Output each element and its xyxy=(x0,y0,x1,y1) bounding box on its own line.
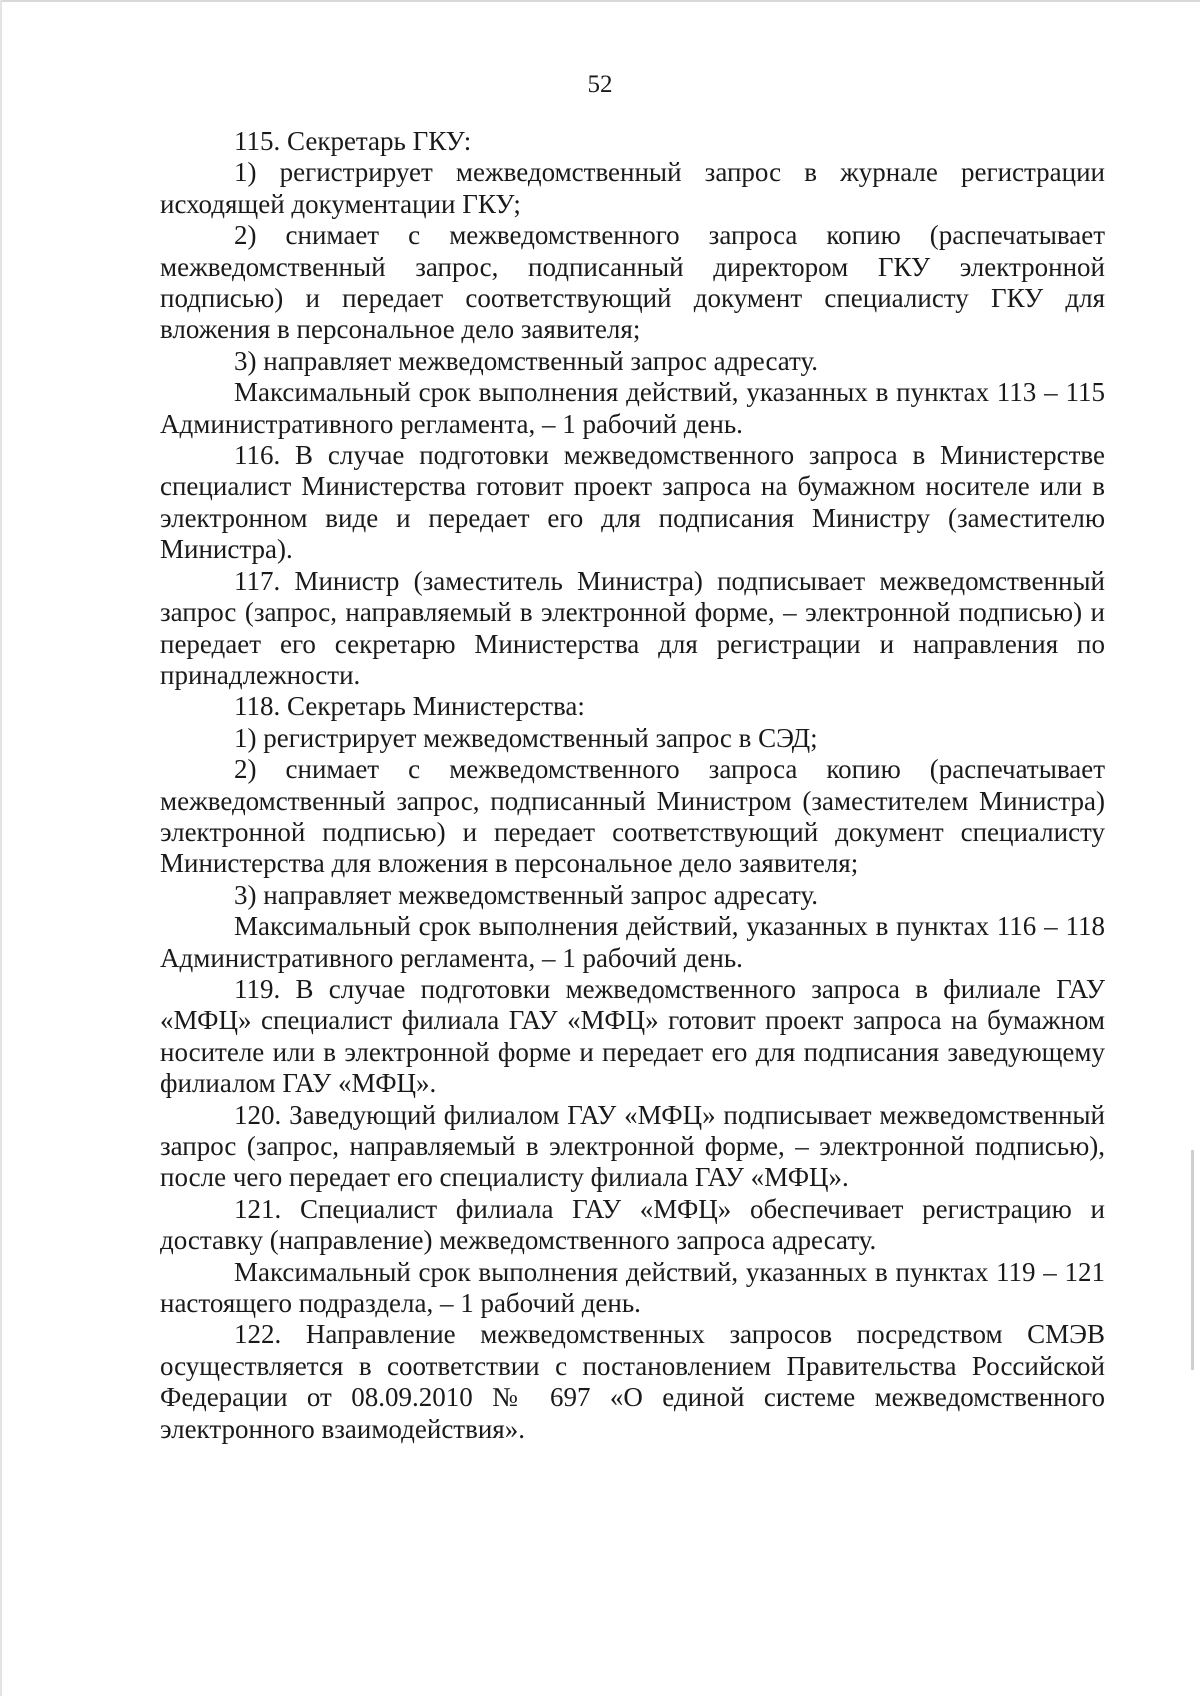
page-number: 52 xyxy=(587,71,613,98)
paragraph-121: 121. Специалист филиала ГАУ «МФЦ» обеспечивает регистрацию и доставку (направление) межведомственного запроса адресату. xyxy=(160,1193,1105,1256)
paragraph-deadline-113-115: Максимальный срок выполнения действий, указанных в пунктах 113 – 115 Административного регламента, – 1 рабочий день. xyxy=(160,377,1105,439)
paragraph-119: 119. В случае подготовки межведомственного запроса в филиале ГАУ «МФЦ» специалист филиала ГАУ «МФЦ» готовит проект запроса на бумажном носителе или в электронной форме и передает его для подписания заведующему филиалом ГАУ «МФЦ». xyxy=(160,973,1105,1099)
paragraph-115-item-2: 2) снимает с межведомственного запроса копию (распечатывает межведомственный запрос, подписанный директором ГКУ электронной подписью) и передает соответствующий документ специалисту ГКУ для вложения в персональное дело заявителя; xyxy=(160,220,1105,345)
paragraph-118: 118. Секретарь Министерства: xyxy=(234,691,585,722)
paragraph-118-item-1: 1) регистрирует межведомственный запрос в СЭД; xyxy=(234,722,818,753)
paragraph-118-item-2: 2) снимает с межведомственного запроса копию (распечатывает межведомственный запрос, подписанный Министром (заместителем Министра) электронной подписью) и передает соответствующий документ специалисту Министерства для вложения в персональное дело заявителя; xyxy=(160,754,1105,879)
paragraph-deadline-116-118: Максимальный срок выполнения действий, указанных в пунктах 116 – 118 Административного регламента, – 1 рабочий день. xyxy=(160,911,1105,973)
document-body xyxy=(160,126,1105,1445)
scan-edge-left xyxy=(0,0,2,1696)
paragraph-120: 120. Заведующий филиалом ГАУ «МФЦ» подписывает межведомственный запрос (запрос, направляемый в электронной форме, – электронной подписью), после чего передает его специалисту филиала ГАУ «МФЦ». xyxy=(160,1099,1105,1193)
paragraph-deadline-119-121: Максимальный срок выполнения действий, указанных в пунктах 119 – 121 настоящего подраздела, – 1 рабочий день. xyxy=(160,1256,1105,1319)
paragraph-118-item-3: 3) направляет межведомственный запрос адресату. xyxy=(234,879,819,910)
paragraph-116: 116. В случае подготовки межведомственного запроса в Министерстве специалист Министерства готовит проект запроса на бумажном носителе или в электронном виде и передает его для подписания Министру (заместителю Министра). xyxy=(160,440,1105,565)
scan-edge-right xyxy=(1191,1150,1194,1370)
paragraph-115-item-1: 1) регистрирует межведомственный запрос в журнале регистрации исходящей документации ГКУ; xyxy=(160,157,1105,219)
paragraph-122: 122. Направление межведомственных запросов посредством СМЭВ осуществляется в соответствии с постановлением Правительства Российской Федерации от 08.09.2010 № 697 «О единой системе межведомственного электронного взаимодействия». xyxy=(160,1319,1105,1444)
paragraph-115-item-3: 3) направляет межведомственный запрос адресату. xyxy=(234,345,819,376)
paragraph-117: 117. Министр (заместитель Министра) подписывает межведомственный запрос (запрос, направляемый в электронной форме, – электронной подписью) и передает его секретарю Министерства для регистрации и направления по принадлежности. xyxy=(160,565,1105,690)
scan-edge-top xyxy=(0,0,1200,2)
paragraph-115: 115. Секретарь ГКУ: xyxy=(234,126,472,156)
